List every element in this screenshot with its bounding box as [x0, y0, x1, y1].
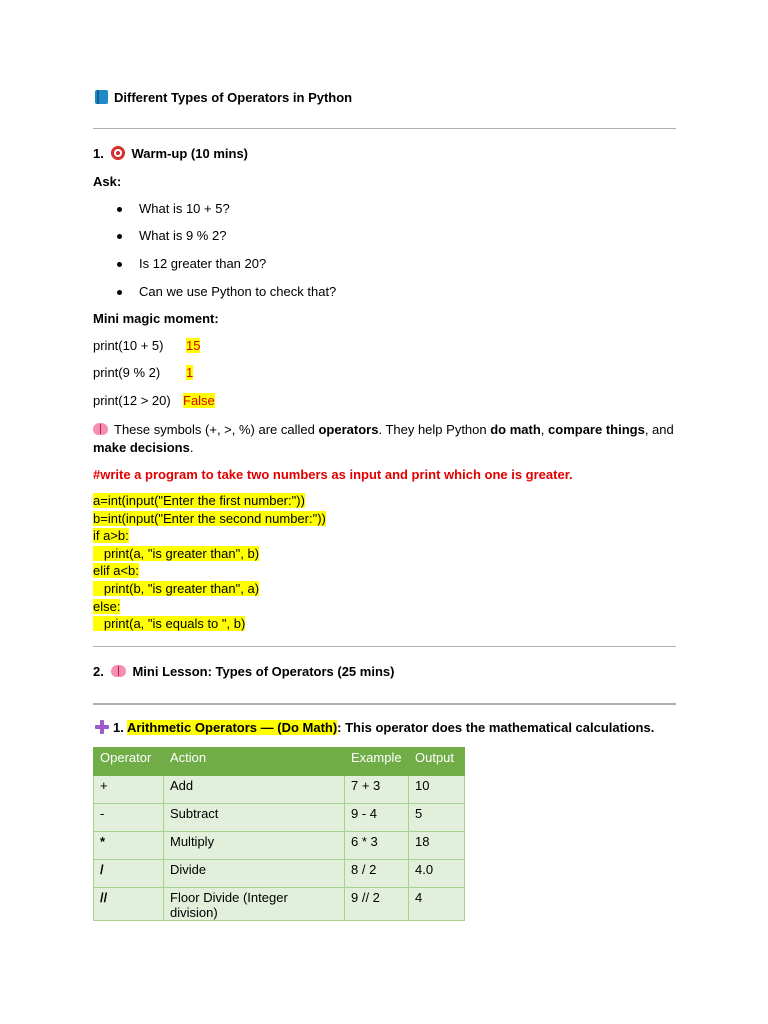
table-cell: Subtract — [164, 804, 345, 832]
table-cell: Add — [164, 776, 345, 804]
section-1-heading: 1. Warm-up (10 mins) — [93, 146, 248, 161]
bullet — [117, 207, 122, 212]
table-row — [94, 804, 465, 832]
arithmetic-heading: 1. Arithmetic Operators — (Do Math): This operator does the mathematical calculations. — [95, 720, 654, 735]
table-cell: // — [94, 888, 164, 921]
table-cell: / — [94, 860, 164, 888]
table-cell: Multiply — [164, 832, 345, 860]
code-line: b=int(input("Enter the second number:")) — [93, 510, 326, 526]
table-row — [94, 776, 465, 804]
table-header-row — [94, 748, 465, 776]
list-item: What is 10 + 5? — [139, 201, 230, 216]
page-title: Different Types of Operators in Python — [95, 90, 352, 105]
table-cell: Floor Divide (Integer division) — [164, 888, 345, 921]
bullet — [117, 262, 122, 267]
table-row — [94, 832, 465, 860]
list-item: What is 9 % 2? — [139, 228, 227, 243]
code-line: if a>b: — [93, 528, 129, 544]
table-cell: + — [94, 776, 164, 804]
code-line: print(b, "is greater than", a) — [93, 580, 260, 596]
table-cell: 4 — [409, 888, 465, 921]
table-cell: 18 — [409, 832, 465, 860]
table-cell: 10 — [409, 776, 465, 804]
table-cell: - — [94, 804, 164, 832]
divider — [93, 128, 676, 129]
brain-icon — [111, 665, 126, 677]
example-code: print(10 + 5) — [93, 338, 164, 353]
table-row — [94, 888, 465, 921]
column-header: Action — [164, 748, 345, 776]
table-cell: 9 // 2 — [345, 888, 409, 921]
book-icon — [95, 90, 108, 104]
bullet — [117, 234, 122, 239]
operators-table — [93, 747, 465, 921]
code-line: elif a<b: — [93, 563, 139, 579]
code-line: print(a, "is greater than", b) — [93, 545, 260, 561]
code-line: print(a, "is equals to ", b) — [93, 616, 246, 632]
plus-icon — [95, 720, 109, 734]
column-header: Operator — [94, 748, 164, 776]
section-2-heading: 2. Mini Lesson: Types of Operators (25 mins) — [93, 664, 395, 679]
example-code: print(9 % 2) — [93, 365, 161, 380]
bullet — [117, 290, 122, 295]
list-item: Is 12 greater than 20? — [139, 256, 267, 271]
table-cell: 6 * 3 — [345, 832, 409, 860]
ask-label: Ask: — [93, 174, 122, 189]
code-line: else: — [93, 598, 121, 614]
table-cell: 5 — [409, 804, 465, 832]
table-row — [94, 860, 465, 888]
column-header: Output — [409, 748, 465, 776]
divider — [93, 646, 676, 647]
table-cell: 7 + 3 — [345, 776, 409, 804]
code-line: a=int(input("Enter the first number:")) — [93, 493, 305, 508]
task-comment: #write a program to take two numbers as input and print which one is greater. — [93, 467, 573, 482]
mini-magic-label: Mini magic moment: — [93, 311, 219, 326]
code-block — [93, 492, 326, 633]
table-cell: 4.0 — [409, 860, 465, 888]
example-result: 1 — [186, 365, 194, 380]
example-result: False — [183, 393, 215, 408]
table-cell: 9 - 4 — [345, 804, 409, 832]
list-item: Can we use Python to check that? — [139, 284, 337, 299]
divider — [93, 703, 676, 705]
target-icon — [111, 146, 125, 160]
table-cell: * — [94, 832, 164, 860]
example-result: 15 — [186, 338, 201, 353]
brain-icon — [93, 423, 108, 435]
example-code: print(12 > 20) — [93, 393, 171, 408]
column-header: Example — [345, 748, 409, 776]
table-cell: 8 / 2 — [345, 860, 409, 888]
table-cell: Divide — [164, 860, 345, 888]
explanation: These symbols (+, >, %) are called operators. They help Python do math, compare things, and make decisions. — [93, 422, 674, 455]
